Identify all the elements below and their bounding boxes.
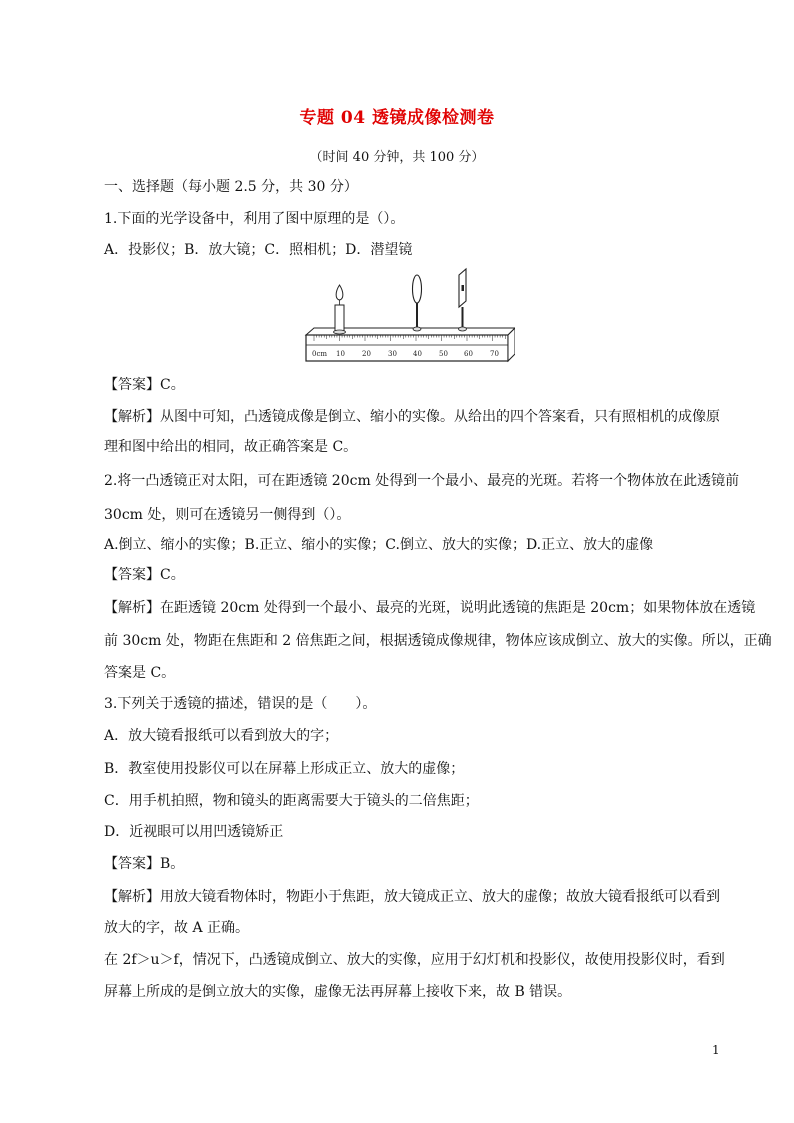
optical-bench-figure — [300, 265, 515, 365]
document-title: 专题 04 透镜成像检测卷 — [299, 108, 495, 128]
q3-answer: 【答案】B。 — [104, 856, 185, 872]
q3-option-c: C．用手机拍照，物和镜头的距离需要大于镜头的二倍焦距； — [104, 793, 479, 809]
candle-icon — [334, 285, 346, 334]
q3-analysis-line-3: 在 2f＞u＞f，情况下，凸透镜成倒立、放大的实像，应用于幻灯机和投影仪，故使用投影仪时，看到 — [104, 952, 725, 968]
q1-answer: 【答案】C。 — [104, 377, 185, 393]
document-subtitle: （时间 40 分钟，共 100 分） — [309, 150, 485, 165]
page-number: 1 — [712, 1043, 720, 1057]
q3-option-d: D．近视眼可以用凹透镜矫正 — [104, 824, 284, 840]
ruler-label-50: 50 — [439, 350, 448, 358]
ruler-label-20: 20 — [362, 350, 371, 358]
q1-stem: 1.下面的光学设备中，利用了图中原理的是（）。 — [104, 211, 405, 227]
q2-analysis-line-1: 【解析】在距透镜 20cm 处得到一个最小、最亮的光斑，说明此透镜的焦距是 20cm；如果物体放在透镜 — [104, 600, 756, 616]
q2-answer: 【答案】C。 — [104, 567, 185, 583]
q3-analysis-line-2: 放大的字，故 A 正确。 — [104, 920, 250, 936]
q2-analysis-line-3: 答案是 C。 — [104, 665, 176, 681]
q3-analysis-line-4: 屏幕上所成的是倒立放大的实像，虚像无法再屏幕上接收下来，故 B 错误。 — [104, 984, 572, 1000]
q3-stem: 3.下列关于透镜的描述，错误的是（ ）。 — [104, 696, 377, 712]
q1-options: A．投影仪；B．放大镜；C．照相机；D．潜望镜 — [104, 242, 413, 258]
q2-stem-line-2: 30cm 处，则可在透镜另一侧得到（）。 — [104, 507, 351, 523]
ruler-label-40: 40 — [413, 350, 422, 358]
section-heading: 一、选择题（每小题 2.5 分，共 30 分） — [104, 179, 358, 195]
ruler-label-60: 60 — [464, 350, 473, 358]
q1-analysis-line-2: 理和图中给出的相同，故正确答案是 C。 — [104, 439, 358, 455]
screen-icon — [459, 269, 467, 331]
convex-lens-icon — [413, 275, 422, 331]
q3-analysis-line-1: 【解析】用放大镜看物体时，物距小于焦距，放大镜成正立、放大的虚像；故放大镜看报纸可以看到 — [104, 889, 720, 905]
q2-analysis-line-2: 前 30cm 处，物距在焦距和 2 倍焦距之间，根据透镜成像规律，物体应该成倒立、放大的实像。所以，正确 — [104, 633, 772, 649]
q2-stem-line-1: 2.将一凸透镜正对太阳，可在距透镜 20cm 处得到一个最小、最亮的光斑。若将一个物体放在此透镜前 — [104, 473, 740, 489]
q1-analysis-line-1: 【解析】从图中可知，凸透镜成像是倒立、缩小的实像。从给出的四个答案看，只有照相机的成像原 — [104, 409, 720, 425]
ruler-label-70: 70 — [490, 350, 499, 358]
q3-option-b: B．教室使用投影仪可以在屏幕上形成正立、放大的虚像； — [104, 761, 465, 777]
ruler-label-30: 30 — [388, 350, 397, 358]
q2-options: A.倒立、缩小的实像；B.正立、缩小的实像；C.倒立、放大的实像；D.正立、放大的虚像 — [104, 537, 654, 553]
ruler-label-10: 10 — [336, 350, 345, 358]
q3-option-a: A．放大镜看报纸可以看到放大的字； — [104, 728, 339, 744]
ruler-label-0: 0cm — [312, 350, 328, 358]
